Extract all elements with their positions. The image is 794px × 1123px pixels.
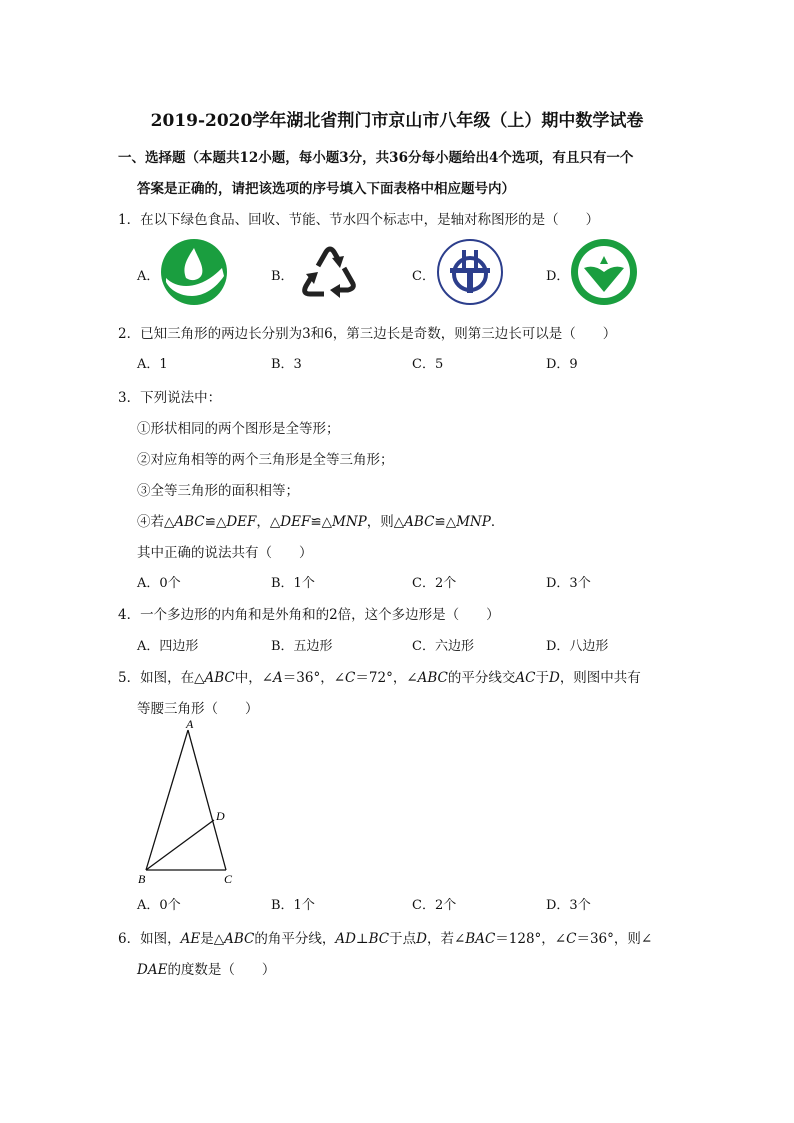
question-6-stem-line1: 6．如图，AE是△ABC的角平分线，AD⊥BC于点D，若∠BAC＝128°，∠C＝36°，则∠ (118, 931, 653, 947)
vertex-c-label: C (224, 872, 233, 886)
recycle-icon (296, 238, 364, 306)
side-ab (146, 730, 188, 870)
q3-option-d: D．3个 (546, 576, 591, 591)
vertex-a-label: A (186, 717, 194, 731)
question-1-stem: 1．在以下绿色食品、回收、节能、节水四个标志中，是轴对称图形的是（ ） (118, 212, 600, 228)
side-ac (188, 730, 226, 870)
question-5-stem-line1: 5．如图，在△ABC中，∠A＝36°，∠C＝72°，∠ABC的平分线交AC于D，则图中共有 (118, 670, 641, 686)
q5-option-b: B．1个 (271, 898, 315, 913)
green-food-icon (160, 238, 228, 306)
question-6-stem-line2: DAE的度数是（ ） (137, 962, 276, 978)
q1-option-b-label: B． (271, 269, 294, 284)
point-d-label: D (216, 809, 225, 823)
triangle-figure (130, 717, 250, 890)
vertex-b-label: B (138, 872, 146, 886)
q2-option-b: B．3 (271, 357, 302, 372)
question-4-stem: 4．一个多边形的内角和是外角和的2倍，这个多边形是（ ） (118, 607, 500, 623)
q3-option-b: B．1个 (271, 576, 315, 591)
water-saving-icon (570, 238, 638, 306)
energy-saving-icon (436, 238, 504, 306)
page-title: 2019-2020学年湖北省荆门市京山市八年级（上）期中数学试卷 (150, 111, 644, 131)
q4-option-a: A．四边形 (137, 639, 199, 654)
q5-option-a: A．0个 (137, 898, 181, 913)
q2-option-c: C．5 (412, 357, 444, 372)
bisector-bd (146, 820, 214, 870)
q4-option-d: D．八边形 (546, 639, 609, 654)
q4-option-b: B．五边形 (271, 639, 333, 654)
question-5-stem-line2: 等腰三角形（ ） (137, 701, 259, 717)
q4-option-c: C．六边形 (412, 639, 474, 654)
q2-option-d: D．9 (546, 357, 578, 372)
q3-statement-1: ①形状相同的两个图形是全等形； (137, 421, 340, 437)
section-heading-line2: 答案是正确的，请把该选项的序号填入下面表格中相应题号内） (137, 181, 515, 197)
q5-option-c: C．2个 (412, 898, 457, 913)
q3-statement-3: ③全等三角形的面积相等； (137, 483, 299, 499)
q5-option-d: D．3个 (546, 898, 591, 913)
question-2-stem: 2．已知三角形的两边长分别为3和6，第三边长是奇数，则第三边长可以是（ ） (118, 326, 617, 342)
section-heading-line1: 一、选择题（本题共12小题，每小题3分，共36分每小题给出4个选项，有且只有一个 (118, 150, 634, 166)
q1-option-c-label: C． (412, 269, 435, 284)
q1-option-d-label: D． (546, 269, 570, 284)
q3-statement-2: ②对应角相等的两个三角形是全等三角形； (137, 452, 394, 468)
question-3-stem: 3．下列说法中： (118, 390, 222, 406)
q3-option-a: A．0个 (137, 576, 181, 591)
q1-option-a-label: A． (137, 269, 160, 284)
q2-option-a: A．1 (137, 357, 168, 372)
q3-ask: 其中正确的说法共有（ ） (137, 545, 313, 561)
q3-option-c: C．2个 (412, 576, 457, 591)
q3-statement-4: ④若△ABC≌△DEF，△DEF≌△MNP，则△ABC≌△MNP． (137, 514, 505, 530)
